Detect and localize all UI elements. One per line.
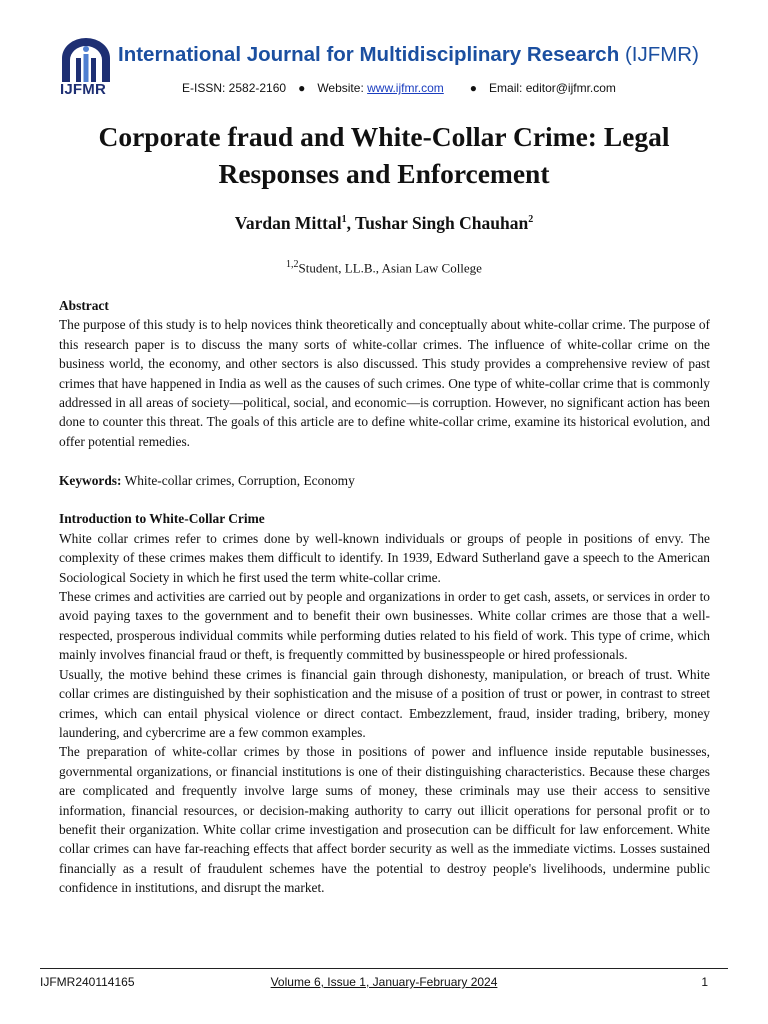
keywords — [59, 471, 710, 490]
author-name: Vardan Mittal — [234, 213, 342, 233]
page-number: 1 — [701, 975, 708, 989]
journal-logo — [58, 38, 114, 98]
journal-name: International Journal for Multidisciplinary Research — [118, 43, 620, 66]
paragraph: These crimes and activities are carried out by people and organizations in order to get cash, assets, or services in order to avoid paying taxes to the government and to benefit their own businesses. White collar crimes are those that a well-respected, prosperous individual commits while performing duties related to his field of work. This type of crime, which mainly involves financial fraud or theft, is frequently committed by businesspeople or hired professionals. — [59, 589, 710, 663]
author-sup: 1 — [341, 214, 347, 226]
abstract-text: The purpose of this study is to help novices think theoretically and conceptually about white-collar crime. The purpose of this research paper is to discuss the many sorts of white-collar crimes. The influence of white-collar crime on the business world, the economy, and other sectors is also discussed. This study provides a comprehensive review of past crimes that have happened in India as well as the causes of such crimes. One type of white-collar crime that is commonly addressed in all areas of society—political, social, and economic—is corruption. However, no significant action has been done to counter this threat. The goals of this article are to define white-collar crime, examine its historical evolution, and offer potential remedies. — [59, 317, 710, 449]
paragraph: White collar crimes refer to crimes done by well-known individuals or groups of people in positions of envy. The complexity of these crimes makes them difficult to identify. In 1939, Edward Sutherland gave a speech to the American Sociological Society in which he first used the term white-collar crime. — [59, 530, 710, 585]
website-label: Website: — [317, 81, 364, 95]
arch-logo-icon — [58, 38, 114, 82]
affiliation-sup: 1,2 — [286, 259, 299, 270]
journal-abbr: (IJFMR) — [624, 43, 699, 66]
journal-meta — [182, 81, 616, 95]
keywords-label: Keywords: — [59, 472, 122, 488]
journal-header — [58, 38, 718, 100]
paper-title: Corporate fraud and White-Collar Crime: Legal Responses and Enforcement — [98, 121, 670, 189]
section-heading: Introduction to White-Collar Crime — [59, 511, 265, 527]
paragraph: The preparation of white-collar crimes by those in positions of power and influence inside reputable businesses, governmental organizations, or financial institutions is one of their distinguishing characteristics. Because these charges are complicated and frequently involve large sums of money, these criminals may use their access to sensitive information, financial resources, or decision-making authority to carry out illicit operations for personal profit or to benefit their organization. White collar crime investigation and prosecution can be difficult for law enforcement. White collar crimes can have far-reaching effects that affect border security as well as the immediate victims. Losses sustained financially as a result of fraudulent schemes have the potential to destroy people's livelihoods, undermine public confidence in institutions, and disrupt the market. — [59, 744, 710, 896]
volume-info: Volume 6, Issue 1, January-February 2024 — [270, 975, 498, 989]
page-footer — [40, 968, 728, 999]
abstract-heading: Abstract — [59, 298, 109, 313]
issn: E-ISSN: 2582-2160 — [182, 81, 287, 95]
bullet-icon: ● — [298, 81, 306, 95]
journal-title — [118, 43, 699, 67]
paper-id: IJFMR240114165 — [40, 975, 135, 989]
paper-body — [59, 296, 710, 898]
affiliation-text: Student, LL.B., Asian Law College — [298, 260, 482, 276]
author-name: Tushar Singh Chauhan — [355, 213, 529, 233]
bullet-icon: ● — [469, 81, 478, 95]
email: Email: editor@ijfmr.com — [489, 81, 616, 95]
paragraph: Usually, the motive behind these crimes is financial gain through dishonesty, manipulation, or breach of trust. White collar crimes are distinguished by their sophistication and the misuse of a position of trust or power, in contrast to street crimes, which can entail physical violence or direct contact. Embezzlement, fraud, insider trading, bribery, money laundering, and cybercrime are a few common examples. — [59, 666, 710, 740]
authors: Vardan Mittal$^1$, Tushar Singh Chauhan$^2$ — [234, 213, 534, 233]
keywords-text: White-collar crimes, Corruption, Economy — [124, 472, 355, 488]
logo-text: IJFMR — [60, 81, 106, 98]
affiliation — [40, 259, 728, 276]
website-link[interactable]: www.ijfmr.com — [367, 81, 444, 95]
author-sup: 2 — [528, 214, 534, 226]
